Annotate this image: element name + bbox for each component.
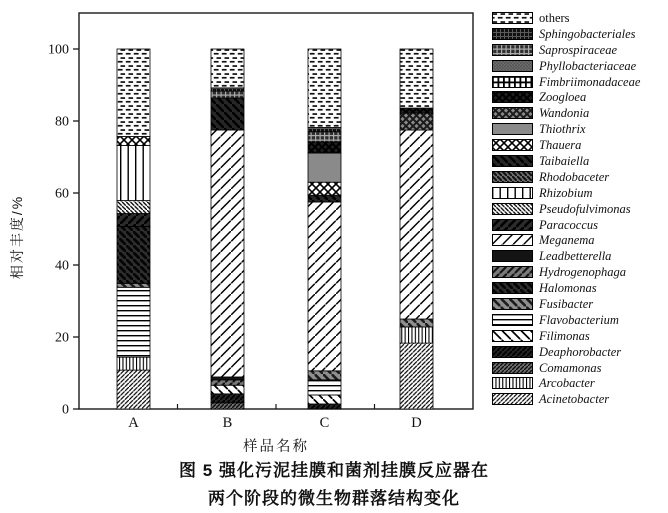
legend-item-halomonas [492,282,668,294]
legend-label: Phyllobacteriaceae [539,58,637,73]
bar-segment-B-Filimonas [211,385,244,394]
legend-label: Leadbetterella [539,249,612,264]
legend-item-others [492,12,668,24]
y-tick-label: 60 [55,186,69,202]
legend-item-flavobacterium [492,314,668,326]
bar-segment-A-Pseudofulvimonas [117,201,150,214]
legend-label: Comamonas [539,360,602,375]
legend-label: Thiothrix [539,122,586,137]
figure-caption-line1: 图 5 强化污泥挂膜和菌剂挂膜反应器在 [179,461,489,480]
bar-D [400,49,433,409]
legend-swatch-dark-backslash-2 [492,282,533,294]
legend-item-filimonas [492,330,668,342]
x-category-label-B: B [222,415,233,431]
legend-swatch-dark-brick [492,28,533,40]
legend-label: Zoogloea [539,90,587,105]
bar-segment-A-Arcobacter [117,357,150,370]
bar-segment-B-others [211,49,244,88]
bar-segment-C-others [308,49,341,127]
bar-segment-A-Fusibacter [117,283,150,287]
legend-item-fusibacter [492,298,668,310]
bar-B [211,49,244,409]
legend-swatch-white-vlines-fine [492,377,533,389]
bar-segment-B-Deaphorobacter [211,394,244,403]
legend-label: Fusibacter [539,297,594,312]
legend-label: Meganema [539,233,595,248]
legend-swatch-gray-diamond [492,107,533,119]
legend-swatch-dark-slash-fine [492,346,533,358]
bar-segment-B-Comamonas [211,403,244,409]
figure-caption-line2: 两个阶段的微生物群落结构变化 [208,489,460,508]
legend-swatch-gray-crosshatch [492,60,533,72]
bar-segment-B-Saprospiraceae [211,91,244,98]
legend-item-meganema [492,234,668,246]
y-tick-label: 20 [55,330,69,346]
legend-item-thiothrix [492,123,668,135]
legend-label: Fimbriimonadaceae [539,74,641,89]
legend-swatch-white-vlines [492,187,533,199]
legend-label: Filimonas [539,328,590,343]
legend-item-leadbetterella [492,250,668,262]
legend-item-acinetobacter [492,393,668,405]
legend-swatch-white-diamond [492,139,533,151]
legend-swatch-white-backslash-wide [492,330,533,342]
legend-label: Paracoccus [539,217,599,232]
x-category-label-C: C [319,415,330,431]
legend-label: others [539,11,570,25]
bar-C [308,49,341,409]
legend-item-paracoccus [492,219,668,231]
bar-segment-A-Paracoccus [117,214,150,227]
bar-segment-B-Taibaiella [211,98,244,130]
legend-item-pseudofulvimonas [492,203,668,215]
y-tick-label: 0 [62,402,69,418]
legend-label: Deaphorobacter [539,344,622,359]
legend-item-phyllobacteriaceae [492,60,668,72]
bar-segment-C-Taibaiella [308,195,341,202]
legend-swatch-solid-gray [492,123,533,135]
legend-label: Rhodobaceter [539,169,610,184]
legend-swatch-gray-slash-fine [492,362,533,374]
legend-item-wandonia [492,107,668,119]
bar-segment-A-Thauera [117,136,150,145]
legend-item-deaphorobacter [492,346,668,358]
bar-segment-C-Fusibacter [308,371,341,380]
bar-segment-C-Saprospiraceae [308,132,341,142]
legend-item-sphingobacteriales [492,28,668,40]
y-axis-title: 相对丰度/% [9,194,25,280]
legend-item-zoogloea [492,91,668,103]
bar-segment-C-Filimonas [308,395,341,404]
legend-swatch-white-backslash-fine [492,203,533,215]
legend-label: Acinetobacter [539,392,610,407]
legend [492,12,668,409]
legend-swatch-gray-grid [492,44,533,56]
bar-segment-B-Leadbetterella [211,377,244,380]
bar-segment-D-Meganema [400,130,433,319]
legend-swatch-gray-backslash-dense [492,171,533,183]
bar-A [117,49,150,409]
y-tick-label: 100 [48,42,69,58]
legend-item-hydrogenophaga [492,266,668,278]
legend-item-thauera [492,139,668,151]
bar-segment-B-Meganema [211,130,244,377]
bar-segment-A-Acinetobacter [117,370,150,409]
bar-segment-A-Halomonas [117,226,150,283]
legend-label: Arcobacter [539,376,595,391]
legend-item-saprospiraceae [492,44,668,56]
x-category-label-D: D [411,415,422,431]
bar-segment-D-Wandonia [400,113,433,130]
bar-segment-D-Acinetobacter [400,343,433,409]
bar-segment-A-Flavobacterium [117,287,150,357]
bar-segment-A-others [117,49,150,136]
legend-item-arcobacter [492,377,668,389]
legend-swatch-white-hlines [492,314,533,326]
bar-segment-C-Sphingobacteriales [308,127,341,131]
bar-segment-D-Arcobacter [400,327,433,343]
legend-item-rhodobaceter [492,171,668,183]
bar-segment-C-Meganema [308,202,341,371]
bar-segment-A-Rhizobium [117,145,150,200]
legend-swatch-dots [492,12,533,24]
bar-segment-C-Deaphorobacter [308,404,341,409]
legend-label: Saprospiraceae [539,42,617,57]
bar-segment-C-Thauera [308,182,341,195]
x-category-label-A: A [128,415,139,431]
y-tick-label: 80 [55,114,69,130]
legend-label: Thauera [539,138,582,153]
legend-item-fimbriimonadaceae [492,76,668,88]
legend-swatch-solid-dark [492,250,533,262]
legend-swatch-white-slash-wide [492,234,533,246]
legend-label: Sphingobacteriales [539,26,636,41]
legend-swatch-dark-diamond [492,91,533,103]
legend-swatch-gray-backslash-wide [492,298,533,310]
legend-item-taibaiella [492,155,668,167]
legend-swatch-dark-backslash [492,155,533,167]
legend-label: Flavobacterium [539,312,619,327]
legend-item-rhizobium [492,187,668,199]
legend-swatch-white-grid [492,76,533,88]
x-axis-title: 样品名称 [243,439,309,455]
bar-segment-D-Zoogloea [400,108,433,113]
bar-segment-B-Hydrogenophaga [211,380,244,385]
bar-segment-C-Thiothrix [308,153,341,182]
y-tick-label: 40 [55,258,69,274]
bar-segment-D-others [400,49,433,108]
legend-label: Taibaiella [539,154,590,169]
legend-swatch-dark-slash [492,219,533,231]
bar-segment-C-Zoogloea [308,142,341,153]
legend-item-comamonas [492,362,668,374]
legend-label: Pseudofulvimonas [539,201,631,216]
legend-label: Hydrogenophaga [539,265,627,280]
legend-label: Rhizobium [539,185,593,200]
legend-swatch-gray-slash [492,266,533,278]
legend-label: Halomonas [539,281,597,296]
legend-label: Wandonia [539,106,590,121]
bar-segment-C-Flavobacterium [308,380,341,395]
legend-swatch-white-slash-fine [492,393,533,405]
bar-segment-D-Fusibacter [400,319,433,327]
bar-segment-B-Sphingobacteriales [211,88,244,91]
